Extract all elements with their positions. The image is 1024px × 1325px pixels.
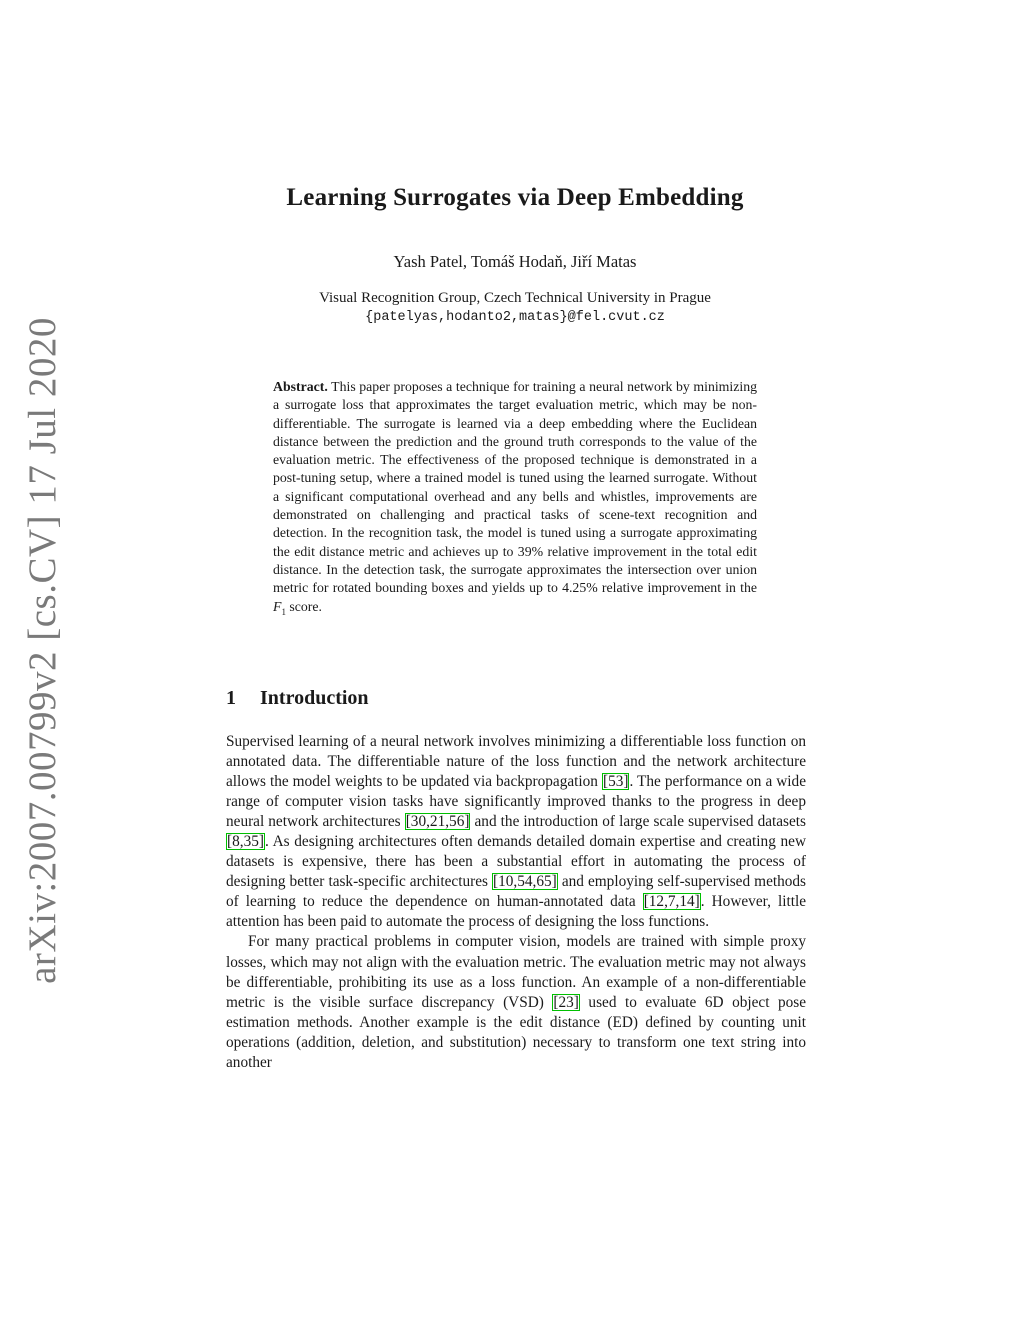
f1-subscript: 1 — [281, 606, 286, 617]
p1-text-4: . As designing architectures often demands detailed domain expertise and creating new datasets is expensive, there has been a substantial effort in automating the process of designing better task-specific architectures — [226, 833, 806, 891]
p2-text-1: For many practical problems in computer vision, models are trained with simple proxy losses, which may not align with the evaluation metric. The evaluation metric may not always be differentiable, prohibiting its use as a loss function. An example of a non-differentiable metric is the visible surface discrepancy (VSD) — [226, 933, 806, 1011]
author-list: Yash Patel, Tomáš Hodaň, Jiří Matas — [393, 252, 637, 271]
affiliation: Visual Recognition Group, Czech Technical University in Prague — [319, 290, 711, 306]
abstract-end: score. — [289, 598, 322, 614]
arxiv-identifier: arXiv:2007.00799v2 [cs.CV] 17 Jul 2020 — [20, 316, 64, 984]
citation-link[interactable]: [53] — [602, 773, 629, 791]
section-number: 1 — [226, 687, 236, 709]
citation-link[interactable]: [30,21,56] — [405, 813, 470, 831]
affiliation-block — [0, 288, 1024, 328]
abstract — [273, 378, 757, 621]
paper-title: Learning Surrogates via Deep Embedding — [286, 184, 744, 211]
p1-text-5: and employing self-supervised methods of learning to reduce the dependence on human-annotated data — [226, 873, 807, 911]
email-address: {patelyas,hodanto2,matas}@fel.cvut.cz — [365, 310, 665, 325]
citation-link[interactable]: [8,35] — [227, 833, 264, 851]
introduction-body — [226, 732, 806, 1073]
f1-symbol: F — [273, 598, 282, 614]
paragraph-1 — [226, 732, 806, 932]
paragraph-2 — [226, 932, 806, 1072]
section-heading — [226, 687, 369, 710]
p1-text-3: and the introduction of large scale supervised datasets — [474, 813, 806, 831]
citation-link[interactable]: [23] — [553, 993, 579, 1011]
p2-text-2: used to evaluate 6D object pose estimation methods. Another example is the edit distance (ED) defined by counting unit operations (addition, deletion, and substitution) necessary to transform one text string into another — [226, 993, 807, 1071]
citation-link[interactable]: [12,7,14] — [643, 893, 700, 911]
abstract-text: This paper proposes a technique for training a neural network by minimizing a surrogate loss that approximates the target evaluation metric, which may be non-differentiable. The surrogate is learned via a deep embedding where the Euclidean distance between the prediction and the ground truth corresponds to the value of the evaluation metric. The effectiveness of the proposed technique is demonstrated in a post-tuning setup, where a trained model is tuned using the learned surrogate. Without a significant computational overhead and any bells and whistles, improvements are demonstrated on challenging and practical tasks of scene-text recognition and detection. In the recognition task, the model is tuned using a surrogate approximating the edit distance metric and achieves up to 39% relative improvement in the total edit distance. In the detection task, the surrogate approximates the intersection over union metric for rotated bounding boxes and yields up to 4.25% relative improvement in the — [273, 379, 757, 596]
abstract-label: Abstract. — [273, 379, 328, 394]
section-title: Introduction — [260, 687, 369, 709]
p1-text-6: . However, little attention has been paid to automate the process of designing the loss functions. — [226, 893, 806, 931]
p1-text-1: Supervised learning of a neural network involves minimizing a differentiable loss function on annotated data. The differentiable nature of the loss function and the network architecture allows the model weights to be updated via backpropagation — [226, 733, 806, 791]
citation-link[interactable]: [10,54,65] — [493, 873, 557, 891]
p1-text-2: . The performance on a wide range of computer vision tasks have significantly improved thanks to the progress in deep neural network architectures — [226, 773, 806, 831]
arxiv-sidebar — [18, 316, 66, 984]
